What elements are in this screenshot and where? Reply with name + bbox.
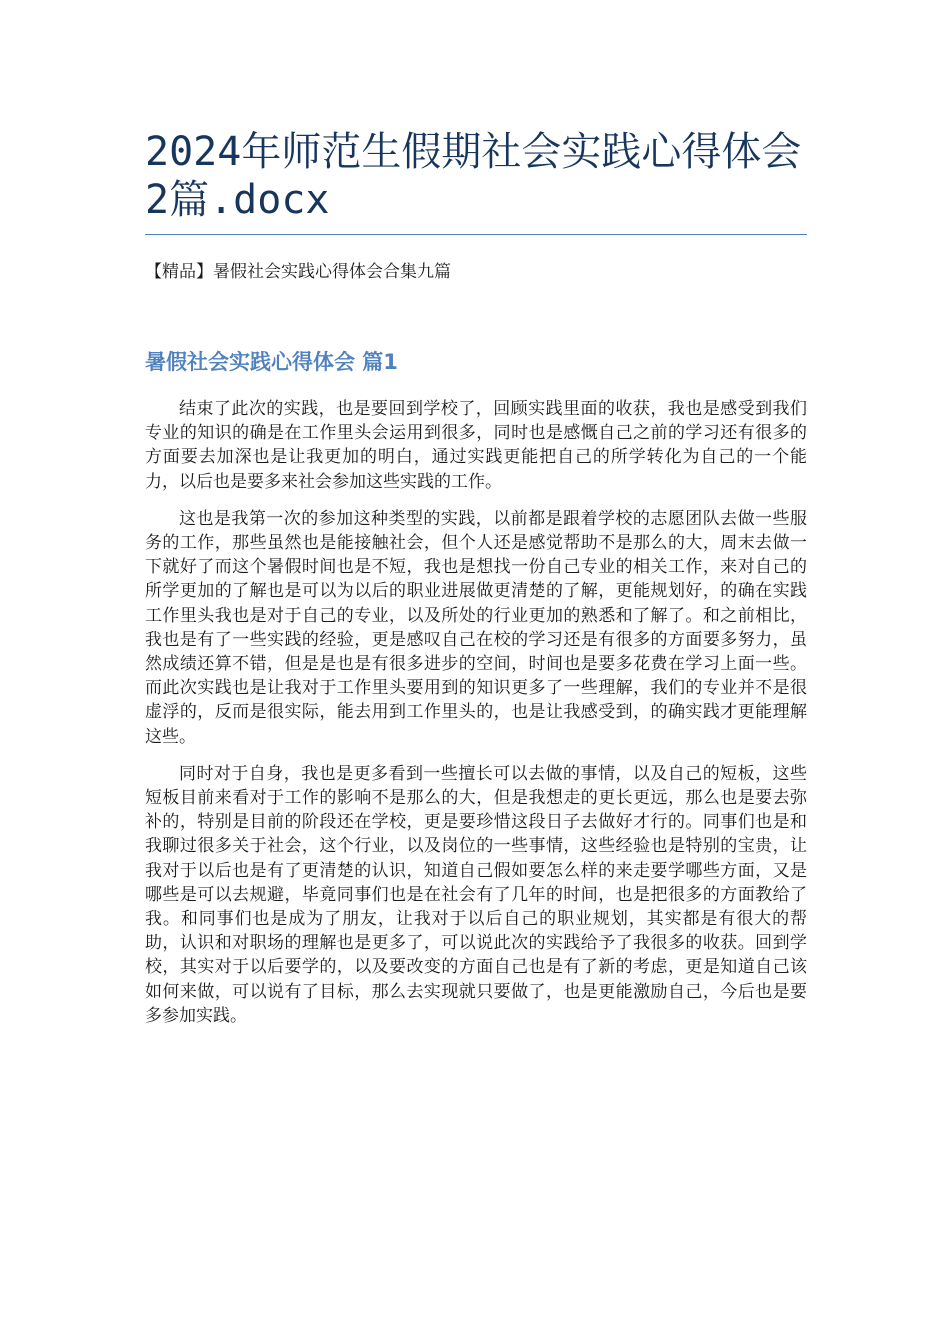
paragraph-3: 同时对于自身，我也是更多看到一些擅长可以去做的事情，以及自己的短板，这些短板目前来看对于工作的影响不是那么的大，但是我想走的更长更远，那么也是要去弥补的，特别是目前的阶段还在学校，更是要珍惜这段日子去做好才行的。同事们也是和我聊过很多关于社会，这个行业，以及岗位的一些事情，这些经验也是特别的宝贵，让我对于以后也是有了更清楚的认识，知道自己假如要怎么样的来走要学哪些方面，又是哪些是可以去规避，毕竟同事们也是在社会有了几年的时间，也是把很多的方面教给了我。和同事们也是成为了朋友，让我对于以后自己的职业规划，其实都是有很大的帮助，认识和对职场的理解也是更多了，可以说此次的实践给予了我很多的收获。回到学校，其实对于以后要学的，以及要改变的方面自己也是有了新的考虑，更是知道自己该如何来做，可以说有了目标，那么去实现就只要做了，也是更能激励自己，今后也是要多参加实践。 bbox=[145, 763, 807, 1026]
document-title: 2024年师范生假期社会实践心得体会2篇.docx bbox=[145, 129, 802, 223]
section-heading: 暑假社会实践心得体会 篇1 bbox=[145, 350, 398, 374]
document-page bbox=[145, 0, 807, 1041]
section-body bbox=[145, 397, 807, 1028]
paragraph-2: 这也是我第一次的参加这种类型的实践，以前都是跟着学校的志愿团队去做一些服务的工作，那些虽然也是能接触社会，但个人还是感觉帮助不是那么的大，周末去做一下就好了而这个暑假时间也是不短，我也是想找一份自己专业的相关工作，来对自己的所学更加的了解也是可以为以后的职业进展做更清楚的了解，更能规划好，的确在实践工作里头我也是对于自己的专业，以及所处的行业更加的熟悉和了解了。和之前相比，我也是有了一些实践的经验，更是感叹自己在校的学习还是有很多的方面要多努力，虽然成绩还算不错，但是是也是有很多进步的空间，时间也是要多花费在学习上面一些。而此次实践也是让我对于工作里头要用到的知识更多了一些理解，我们的专业并不是很虚浮的，反而是很实际，能去用到工作里头的，也是让我感受到，的确实践才更能理解这些。 bbox=[145, 508, 807, 747]
title-divider bbox=[145, 234, 807, 235]
paragraph-1: 结束了此次的实践，也是要回到学校了，回顾实践里面的收获，我也是感受到我们专业的知识的确是在工作里头会运用到很多，同时也是感慨自己之前的学习还有很多的方面要去加深也是让我更加的明白，通过实践更能把自己的所学转化为自己的一个能力，以后也是要多来社会参加这些实践的工作。 bbox=[145, 399, 807, 492]
document-subtitle: 【精品】暑假社会实践心得体会合集九篇 bbox=[145, 262, 451, 282]
